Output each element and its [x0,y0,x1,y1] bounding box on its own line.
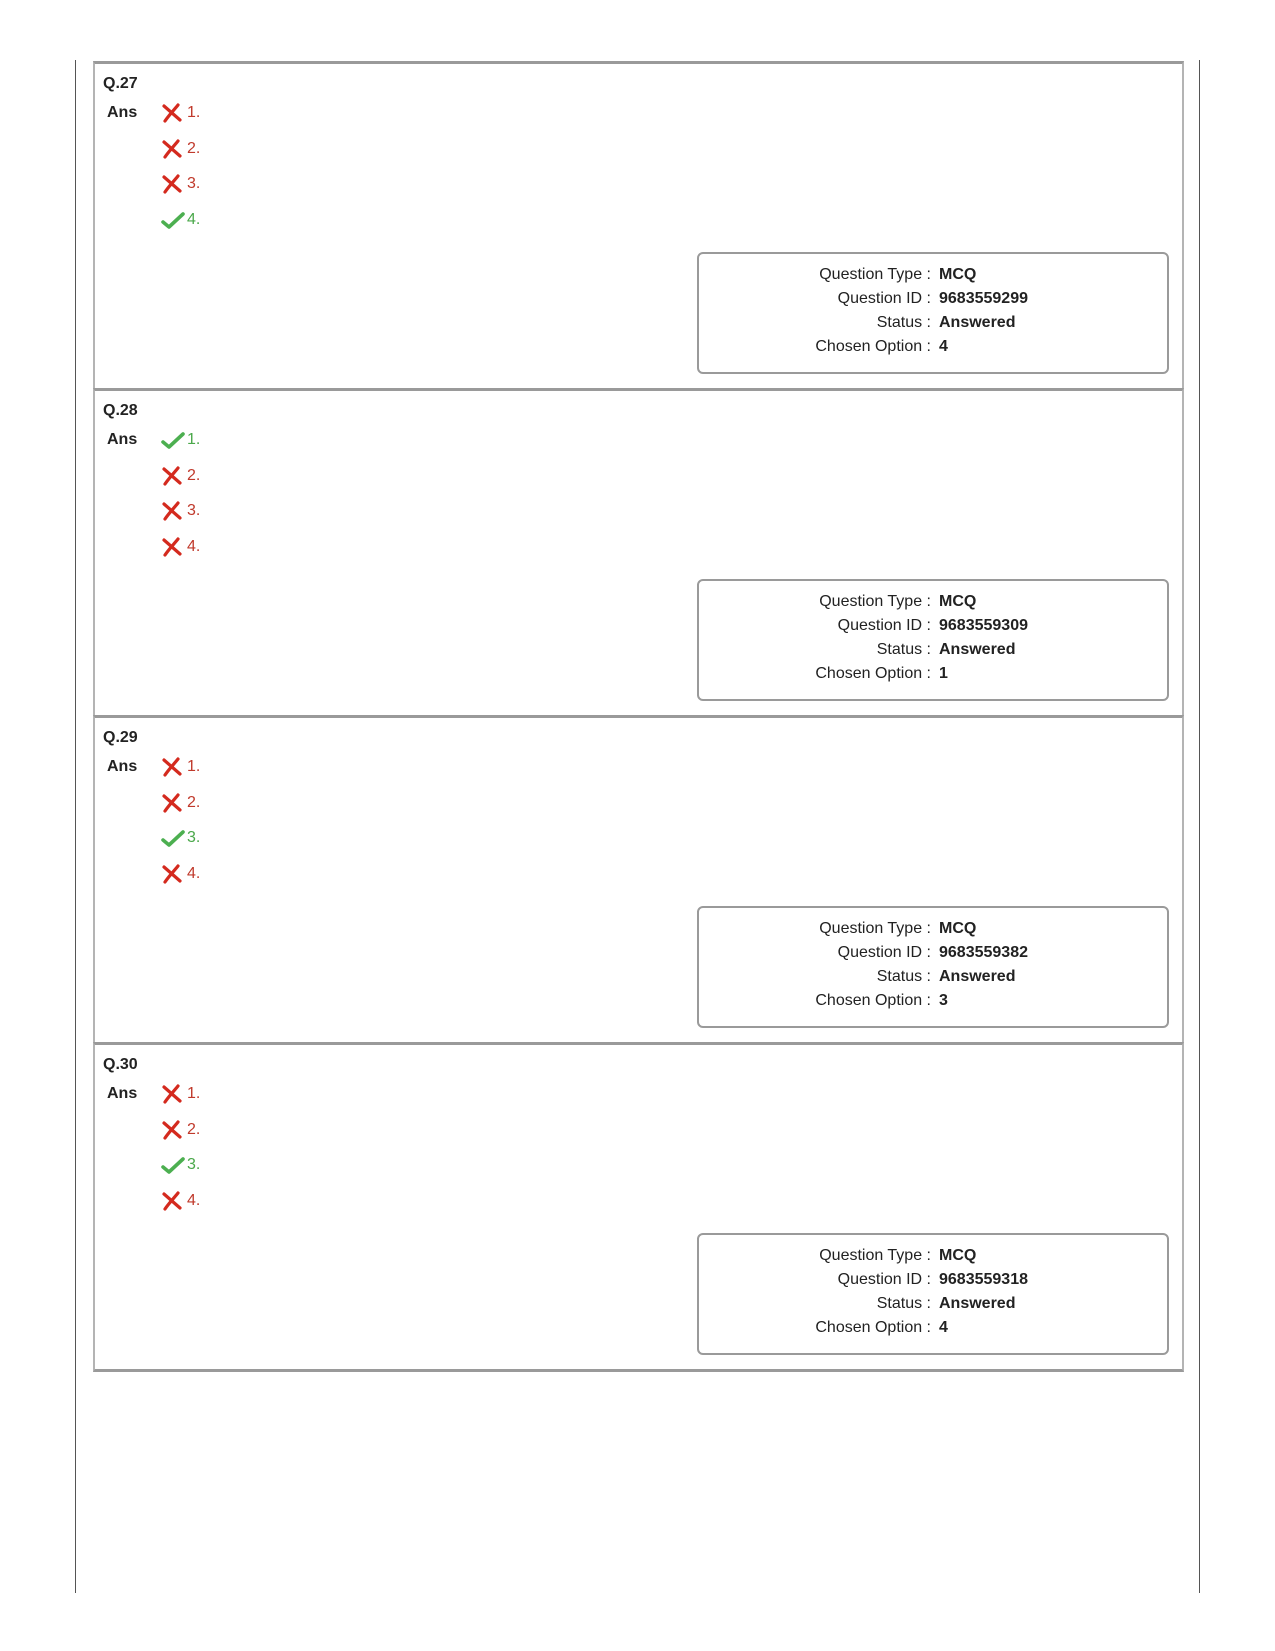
option-label: 2. [187,466,201,484]
option-item [161,863,200,899]
check-icon [161,209,187,231]
info-row-question-type [699,263,1167,287]
question-type-value: MCQ [939,593,977,610]
cross-icon [161,756,187,778]
answer-label: Ans [107,431,138,448]
status-value: Answered [939,1295,1016,1312]
info-row-chosen-option [699,1316,1167,1340]
chosen-option-value: 1 [939,665,948,682]
question-id-label: Question ID : [837,617,931,634]
option-list [161,1083,200,1225]
option-item [161,1154,200,1190]
question-type-label: Question Type : [819,920,931,937]
option-label: 1. [187,104,201,121]
option-item [161,173,200,209]
question-info-box [697,1233,1169,1355]
question-id-value: 9683559382 [939,944,1028,961]
cross-icon [161,536,187,558]
status-value: Answered [939,968,1016,985]
info-row-question-type [699,917,1167,941]
answer-label: Ans [107,1085,138,1102]
status-label: Status : [876,641,931,658]
option-list [161,756,200,898]
question-type-label: Question Type : [819,1247,931,1264]
chosen-option-label: Chosen Option : [815,992,931,1009]
question-id-value: 9683559309 [939,617,1028,634]
question-block [93,715,1184,1042]
option-list [161,102,200,244]
option-label: 3. [187,829,201,846]
check-icon [161,429,187,451]
question-type-label: Question Type : [819,593,931,610]
option-label: 2. [187,1120,201,1138]
info-row-status [699,638,1167,662]
page-right-rule [1199,60,1200,1593]
option-label: 1. [187,431,201,448]
chosen-option-label: Chosen Option : [815,1319,931,1336]
info-row-chosen-option [699,662,1167,686]
option-item [161,756,200,792]
option-label: 2. [187,139,201,157]
cross-icon [161,792,187,814]
question-id-label: Question ID : [837,944,931,961]
option-item [161,429,200,465]
answer-label: Ans [107,104,138,121]
option-label: 1. [187,758,201,775]
question-type-label: Question Type : [819,266,931,283]
info-row-chosen-option [699,989,1167,1013]
chosen-option-label: Chosen Option : [815,665,931,682]
info-row-question-id [699,287,1167,311]
chosen-option-value: 4 [939,338,948,355]
question-type-value: MCQ [939,266,977,283]
option-item [161,536,200,572]
option-item [161,1083,200,1119]
question-block [93,388,1184,715]
page-left-rule [75,60,76,1593]
chosen-option-value: 3 [939,992,948,1009]
option-label: 3. [187,175,201,192]
cross-icon [161,465,187,487]
cross-icon [161,173,187,195]
info-row-question-type [699,590,1167,614]
question-info-box [697,252,1169,374]
info-row-status [699,1292,1167,1316]
cross-icon [161,1119,187,1141]
option-label: 4. [187,1191,201,1209]
option-item [161,792,200,828]
question-number: Q.27 [103,75,138,92]
option-item [161,138,200,174]
chosen-option-label: Chosen Option : [815,338,931,355]
info-row-status [699,311,1167,335]
cross-icon [161,1190,187,1212]
info-row-chosen-option [699,335,1167,359]
check-icon [161,827,187,849]
question-block [93,61,1184,388]
option-item [161,1190,200,1226]
cross-icon [161,138,187,160]
option-label: 4. [187,210,201,228]
question-number: Q.29 [103,729,138,746]
status-label: Status : [876,968,931,985]
info-row-question-id [699,614,1167,638]
question-id-value: 9683559318 [939,1271,1028,1288]
status-label: Status : [876,1295,931,1312]
option-item [161,827,200,863]
option-label: 3. [187,502,201,519]
status-value: Answered [939,641,1016,658]
question-id-value: 9683559299 [939,290,1028,307]
option-label: 3. [187,1156,201,1173]
cross-icon [161,1083,187,1105]
info-row-question-type [699,1244,1167,1268]
question-type-value: MCQ [939,1247,977,1264]
question-list [93,61,1184,1372]
cross-icon [161,102,187,124]
option-item [161,102,200,138]
question-block [93,1042,1184,1372]
question-number: Q.30 [103,1056,138,1073]
question-info-box [697,579,1169,701]
option-list [161,429,200,571]
question-info-box [697,906,1169,1028]
info-row-question-id [699,941,1167,965]
question-id-label: Question ID : [837,290,931,307]
option-label: 4. [187,864,201,882]
question-type-value: MCQ [939,920,977,937]
status-value: Answered [939,314,1016,331]
option-item [161,209,200,245]
status-label: Status : [876,314,931,331]
question-id-label: Question ID : [837,1271,931,1288]
option-label: 2. [187,793,201,811]
info-row-status [699,965,1167,989]
answer-label: Ans [107,758,138,775]
option-item [161,465,200,501]
option-item [161,500,200,536]
chosen-option-value: 4 [939,1319,948,1336]
cross-icon [161,863,187,885]
info-row-question-id [699,1268,1167,1292]
option-label: 4. [187,537,201,555]
cross-icon [161,500,187,522]
check-icon [161,1154,187,1176]
option-label: 1. [187,1085,201,1102]
question-number: Q.28 [103,402,138,419]
option-item [161,1119,200,1155]
